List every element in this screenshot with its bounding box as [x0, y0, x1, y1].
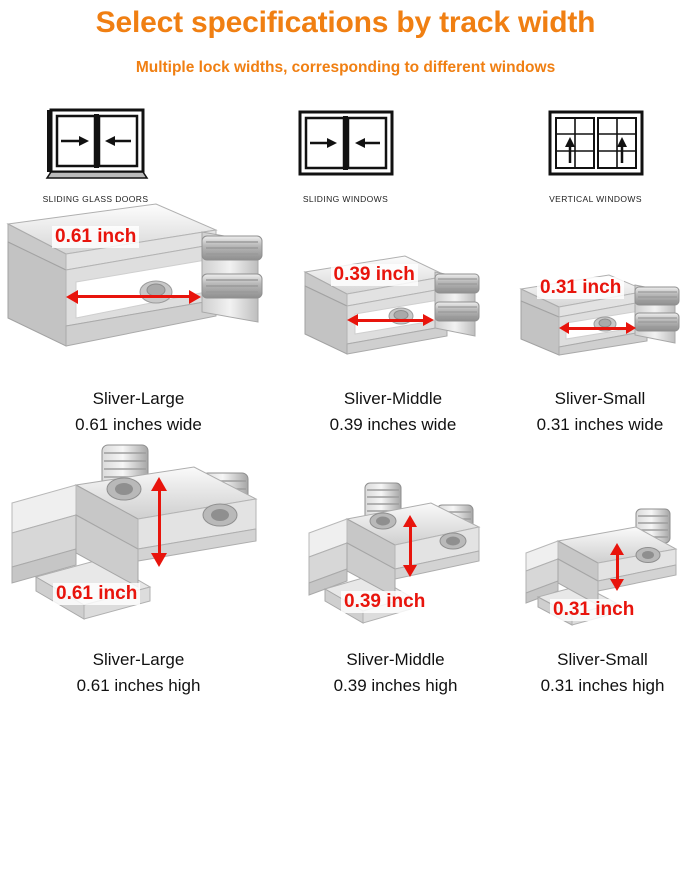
product-spec: 0.61 inches high [76, 676, 201, 695]
width-variant-row [0, 226, 691, 438]
page-subtitle: Multiple lock widths, corresponding to different windows [135, 59, 556, 76]
product-caption [330, 386, 457, 438]
measurement-line [357, 319, 425, 322]
product-spec: 0.61 inches wide [75, 415, 202, 434]
product-image-middle-width [301, 236, 486, 376]
window-type-caption: VERTICAL WINDOWS [549, 194, 642, 204]
measurement-label: 0.61 inch [52, 226, 139, 248]
window-type-item [511, 108, 681, 204]
product-name: Sliver-Middle [346, 650, 445, 669]
measurement-line [409, 525, 412, 569]
product-image-small-height [520, 497, 685, 637]
measurement-arrow-right [423, 314, 434, 326]
measurement-arrow-up [403, 515, 417, 527]
window-type-item [11, 108, 181, 204]
measurement-label: 0.31 inch [550, 599, 637, 621]
product-name: Sliver-Small [557, 650, 648, 669]
product-caption [334, 647, 458, 699]
product-name: Sliver-Small [554, 389, 646, 408]
product-width-small [515, 251, 685, 438]
measurement-arrow-up [610, 543, 624, 555]
product-height-middle [303, 477, 488, 699]
measurement-label: 0.61 inch [53, 583, 140, 605]
product-spec: 0.39 inches wide [329, 415, 457, 434]
measurement-label: 0.31 inch [537, 277, 624, 299]
sliding-glass-doors-icon [37, 108, 155, 186]
window-type-item [261, 108, 431, 204]
page-title: Select specifications by track width [95, 6, 596, 39]
product-name: Sliver-Large [92, 389, 185, 408]
window-type-caption: SLIDING GLASS DOORS [42, 194, 149, 204]
measurement-arrow-right [189, 290, 201, 304]
product-caption [77, 647, 201, 699]
product-name: Sliver-Middle [343, 389, 443, 408]
product-spec: 0.39 inches high [333, 676, 458, 695]
measurement-label: 0.39 inch [341, 591, 428, 613]
measurement-line [158, 489, 161, 557]
product-caption [537, 386, 664, 438]
measurement-line [568, 327, 628, 330]
product-image-large-height [6, 437, 271, 637]
measurement-arrow-down [610, 579, 624, 591]
product-width-large [6, 196, 271, 438]
product-spec: 0.31 inches high [540, 676, 665, 695]
vertical-windows-icon [542, 108, 650, 186]
measurement-arrow-left [559, 322, 569, 334]
product-image-large-width [6, 196, 271, 376]
product-image-small-width [515, 251, 685, 376]
window-type-list [0, 108, 691, 204]
product-caption [541, 647, 665, 699]
measurement-label: 0.39 inch [331, 264, 418, 286]
sliding-windows-icon [292, 108, 400, 186]
measurement-arrow-left [347, 314, 358, 326]
height-variant-row [0, 484, 691, 699]
product-height-large [6, 437, 271, 699]
window-type-caption: SLIDING WINDOWS [302, 194, 389, 204]
measurement-arrow-right [626, 322, 636, 334]
product-image-middle-height [303, 477, 488, 637]
product-spec: 0.31 inches wide [536, 415, 664, 434]
measurement-line [76, 295, 191, 298]
measurement-arrow-up [151, 477, 167, 491]
product-height-small [520, 497, 685, 699]
measurement-arrow-down [403, 565, 417, 577]
product-name: Sliver-Large [92, 650, 185, 669]
measurement-arrow-left [66, 290, 78, 304]
measurement-arrow-down [151, 553, 167, 567]
product-width-middle [301, 236, 486, 438]
product-caption [75, 386, 202, 438]
